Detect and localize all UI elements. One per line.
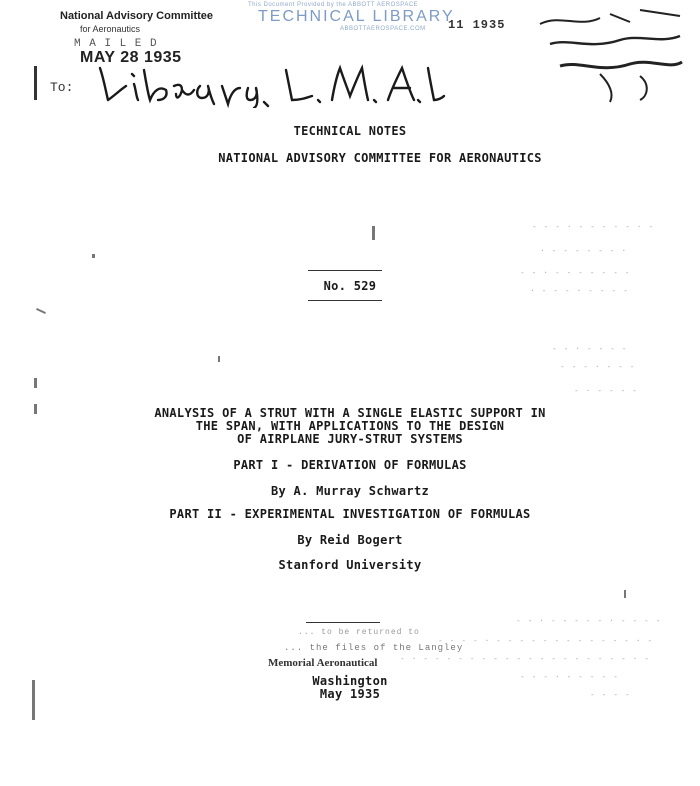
stamp-mailed: M A I L E D <box>74 38 158 50</box>
scan-noise: - - - - <box>590 690 631 699</box>
watermark-title: TECHNICAL LIBRARY <box>258 8 455 25</box>
scan-noise: - - - · - - - - - · - <box>532 222 655 231</box>
part2-author: By Reid Bogert <box>297 533 403 547</box>
scan-noise: - - · - - - - - - - <box>520 268 631 277</box>
scan-speck <box>624 590 626 598</box>
scan-speck <box>34 378 37 388</box>
top-right-date-stamp: 11 1935 <box>448 18 506 32</box>
stamp-date: MAY 28 1935 <box>80 49 182 66</box>
stamp-org-line1: National Advisory Committee <box>60 10 214 22</box>
title-line-3: OF AIRPLANE JURY-STRUT SYSTEMS <box>237 432 463 446</box>
part1-author: By A. Murray Schwartz <box>270 484 430 498</box>
title-line-1: ANALYSIS OF A STRUT WITH A SINGLE ELASTIC SUPPORT IN <box>154 406 546 420</box>
note-number-rule-bottom <box>308 300 382 301</box>
scan-noise: · - - - · - - - - <box>530 286 629 295</box>
left-margin-mark <box>34 66 37 100</box>
header-committee: NATIONAL ADVISORY COMMITTEE FOR AERONAUTICS <box>218 151 542 165</box>
scan-speck <box>92 254 95 258</box>
scan-noise: - - · - - - - - · - - - - <box>516 616 662 625</box>
footer-rule <box>306 622 380 623</box>
scan-speck <box>32 680 35 720</box>
note-number: No. 529 <box>323 279 377 293</box>
scan-speck <box>34 404 37 414</box>
scan-noise: - - - · - - - - - <box>520 672 619 681</box>
scan-speck <box>36 308 46 314</box>
footer-ghost-line1: ... to be returned to <box>298 628 420 637</box>
header-technical-notes: TECHNICAL NOTES <box>293 124 407 138</box>
scan-noise: - - - · - - - <box>560 362 636 371</box>
scan-speck <box>372 226 375 240</box>
scan-noise: - · - - - - <box>574 386 638 395</box>
part2-affiliation: Stanford University <box>278 558 422 572</box>
scan-noise: - · - - - - - - - - - - - - - - - - - - · - <box>400 654 651 663</box>
stamp-org-line2: for Aeronautics <box>80 24 141 34</box>
part1-title: PART I - DERIVATION OF FORMULAS <box>233 458 467 472</box>
note-number-rule-top <box>308 270 382 271</box>
handwritten-address <box>96 60 446 113</box>
footer-date: May 1935 <box>319 687 381 701</box>
top-right-scribbles <box>530 4 690 109</box>
title-line-2: THE SPAN, WITH APPLICATIONS TO THE DESIGN <box>195 419 505 433</box>
scan-noise: · - - - - - - · <box>540 246 628 255</box>
watermark-url: ABBOTTAEROSPACE.COM <box>340 26 426 32</box>
part2-title: PART II - EXPERIMENTAL INVESTIGATION OF FORMULAS <box>169 507 531 521</box>
to-label: To: <box>50 80 74 95</box>
footer-ghost-line3: Memorial Aeronautical <box>268 657 378 669</box>
footer-ghost-line2: ... the files of the Langley <box>284 643 464 653</box>
scan-noise: - - · - - - - <box>552 344 628 353</box>
scan-noise: - - - - · - - - - - - - - - - - - · - <box>438 636 654 645</box>
scan-speck <box>218 356 220 362</box>
footer-place: Washington <box>312 674 388 688</box>
watermark-provided-by: This Document Provided by the ABBOTT AEROSPACE <box>248 2 419 8</box>
